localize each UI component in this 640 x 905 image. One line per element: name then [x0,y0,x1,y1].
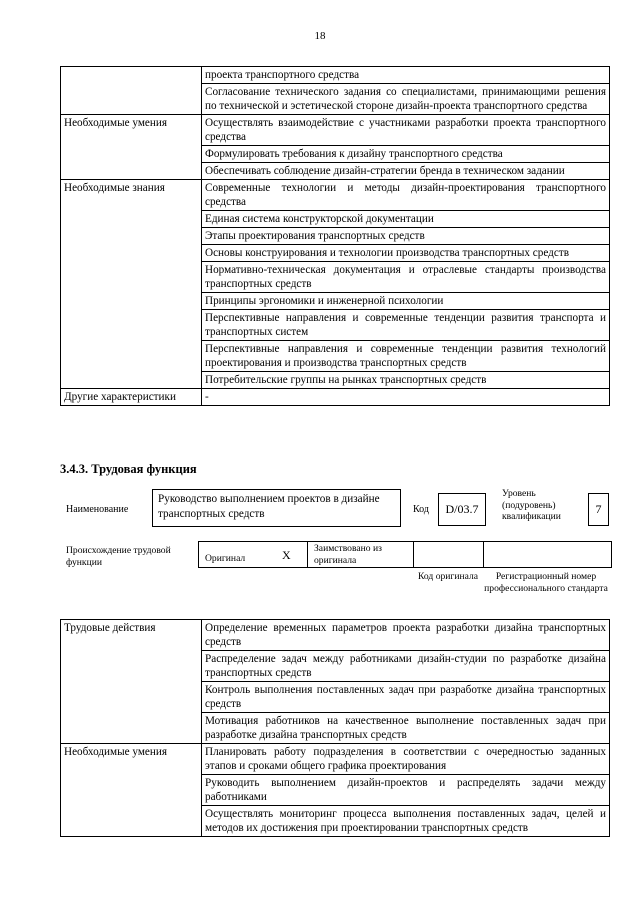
row-label: Необходимые умения [61,115,202,180]
row-item: Определение временных параметров проекта разработки дизайна транспортных средств [202,620,610,651]
row-item: Осуществлять мониторинг процесса выполнения поставленных задач, целей и методов их достижения при проектировании транспортных средств [202,806,610,837]
function-table [60,619,610,837]
row-label: Необходимые умения [61,744,202,837]
row-item: Нормативно-техническая документация и отраслевые стандарты производства транспортных средств [202,262,610,293]
name-label: Наименование [66,504,129,515]
original-mark: X [282,548,291,562]
row-item: Распределение задач между работниками дизайн-студии по разработке дизайна транспортных средств [202,651,610,682]
skills-table-continued [60,66,610,406]
row-item: - [202,389,610,406]
row-item: Контроль выполнения поставленных задач при разработке дизайна транспортных средств [202,682,610,713]
table-row [61,389,610,406]
row-label [61,67,202,115]
row-item: Перспективные направления и современные тенденции развития транспорта и транспортных систем [202,310,610,341]
row-item: Единая система конструкторской документации [202,211,610,228]
row-item: Потребительские группы на рынках транспортных средств [202,372,610,389]
level-label: Уровень (подуровень) квалификации [502,488,561,522]
function-code: D/03.7 [438,493,486,526]
row-item: Принципы эргономики и инженерной психологии [202,293,610,310]
row-item: Современные технологии и методы дизайн-проектирования транспортного средства [202,180,610,211]
table-row [61,115,610,146]
origin-code-caption: Код оригинала [417,571,479,582]
table-row [61,620,610,651]
row-item: Формулировать требования к дизайну транспортного средства [202,146,610,163]
row-item: Основы конструирования и технологии производства транспортных средств [202,245,610,262]
origin-label: Происхождение трудовой функции [66,545,171,568]
section-title: 3.4.3. Трудовая функция [60,462,197,476]
row-item: Этапы проектирования транспортных средств [202,228,610,245]
code-label: Код [413,504,429,515]
row-label: Другие характеристики [61,389,202,406]
row-item: Перспективные направления и современные тенденции развития технологий проектирования и производства транспортных средств [202,341,610,372]
reg-number-caption: Регистрационный номер профессионального стандарта [484,571,608,594]
borrowed-label: Заимствовано из оригинала [314,543,382,566]
original-label: Оригинал [205,553,246,564]
row-item: Осуществлять взаимодействие с участниками разработки проекта транспортного средства [202,115,610,146]
function-name: Руководство выполнением проектов в дизайне транспортных средств [152,489,401,527]
table-row [61,67,610,84]
row-item: Обеспечивать соблюдение дизайн-стратегии бренда в техническом задании [202,163,610,180]
row-item: Согласование технического задания со специалистами, принимающими решения по технической и эстетической стороне дизайн-проекта транспортного средства [202,84,610,115]
table-row [61,180,610,211]
row-label: Трудовые действия [61,620,202,744]
row-label: Необходимые знания [61,180,202,389]
row-item: проекта транспортного средства [202,67,610,84]
qualification-level: 7 [588,493,609,526]
page-number: 18 [314,30,326,42]
row-item: Руководить выполнением дизайн-проектов и распределять задачи между работниками [202,775,610,806]
row-item: Мотивация работников на качественное выполнение поставленных задач при разработке дизайна транспортных средств [202,713,610,744]
row-item: Планировать работу подразделения в соответствии с очередностью заданных этапов и сроками общего графика проектирования [202,744,610,775]
table-row [61,744,610,775]
